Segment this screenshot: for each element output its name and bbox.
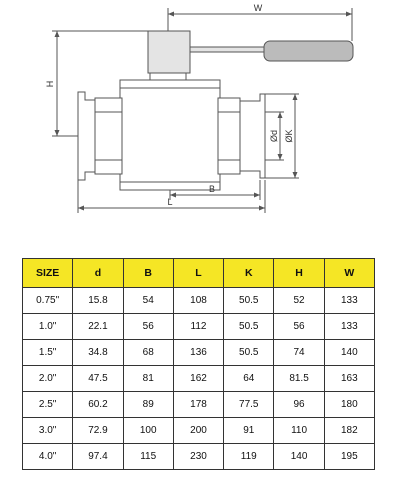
handle-grip	[264, 41, 353, 61]
table-header-row	[23, 259, 375, 288]
table-cell: 140	[324, 340, 374, 366]
dim-label-k: ØK	[284, 129, 294, 143]
dimensions-table	[22, 258, 375, 470]
table-cell: 133	[324, 288, 374, 314]
column-header-d: d	[73, 259, 123, 288]
table-cell: 136	[173, 340, 223, 366]
table-cell: 195	[324, 444, 374, 470]
dim-label-b: B	[208, 184, 216, 194]
column-header-k: K	[224, 259, 274, 288]
dim-label-h: H	[45, 80, 55, 88]
table-cell: 50.5	[224, 340, 274, 366]
column-header-l: L	[173, 259, 223, 288]
table-cell: 34.8	[73, 340, 123, 366]
table-cell: 50.5	[224, 288, 274, 314]
table-cell: 97.4	[73, 444, 123, 470]
table-cell: 4.0"	[23, 444, 73, 470]
column-header-size: SIZE	[23, 259, 73, 288]
table-cell: 56	[274, 314, 324, 340]
column-header-w: W	[324, 259, 374, 288]
table-cell: 178	[173, 392, 223, 418]
table-cell: 112	[173, 314, 223, 340]
dim-label-d: Ød	[269, 129, 279, 143]
table-cell: 108	[173, 288, 223, 314]
table-cell: 163	[324, 366, 374, 392]
table-cell: 1.5"	[23, 340, 73, 366]
table-row	[23, 418, 375, 444]
table-cell: 100	[123, 418, 173, 444]
left-end-cap	[95, 98, 122, 174]
table-cell: 22.1	[73, 314, 123, 340]
table-cell: 89	[123, 392, 173, 418]
table-cell: 0.75"	[23, 288, 73, 314]
column-header-h: H	[274, 259, 324, 288]
table-cell: 50.5	[224, 314, 274, 340]
table-cell: 72.9	[73, 418, 123, 444]
table-cell: 81.5	[274, 366, 324, 392]
dim-label-w: W	[253, 3, 263, 13]
table-cell: 77.5	[224, 392, 274, 418]
table-cell: 2.5"	[23, 392, 73, 418]
table-cell: 47.5	[73, 366, 123, 392]
table-cell: 3.0"	[23, 418, 73, 444]
table-cell: 180	[324, 392, 374, 418]
lever-bar	[190, 47, 270, 52]
right-clamp-flange	[240, 94, 265, 178]
table-cell: 115	[123, 444, 173, 470]
table-cell: 54	[123, 288, 173, 314]
table-cell: 60.2	[73, 392, 123, 418]
table-cell: 110	[274, 418, 324, 444]
table-cell: 81	[123, 366, 173, 392]
table-cell: 2.0"	[23, 366, 73, 392]
table-row	[23, 366, 375, 392]
column-header-b: B	[123, 259, 173, 288]
valve-body	[120, 80, 220, 190]
table-cell: 64	[224, 366, 274, 392]
table-cell: 200	[173, 418, 223, 444]
handle-block	[148, 31, 190, 73]
table-row	[23, 288, 375, 314]
table-cell: 96	[274, 392, 324, 418]
table-cell: 133	[324, 314, 374, 340]
table-cell: 91	[224, 418, 274, 444]
table-cell: 140	[274, 444, 324, 470]
table-cell: 1.0"	[23, 314, 73, 340]
table-cell: 182	[324, 418, 374, 444]
table-cell: 74	[274, 340, 324, 366]
table-cell: 162	[173, 366, 223, 392]
dim-label-l: L	[167, 197, 173, 207]
table-row	[23, 392, 375, 418]
table-cell: 68	[123, 340, 173, 366]
table-row	[23, 314, 375, 340]
table-cell: 56	[123, 314, 173, 340]
table-cell: 15.8	[73, 288, 123, 314]
table-row	[23, 444, 375, 470]
table-row	[23, 340, 375, 366]
table-cell: 119	[224, 444, 274, 470]
right-end-cap	[218, 98, 240, 174]
table-cell: 52	[274, 288, 324, 314]
left-clamp-flange	[78, 92, 95, 180]
table-cell: 230	[173, 444, 223, 470]
